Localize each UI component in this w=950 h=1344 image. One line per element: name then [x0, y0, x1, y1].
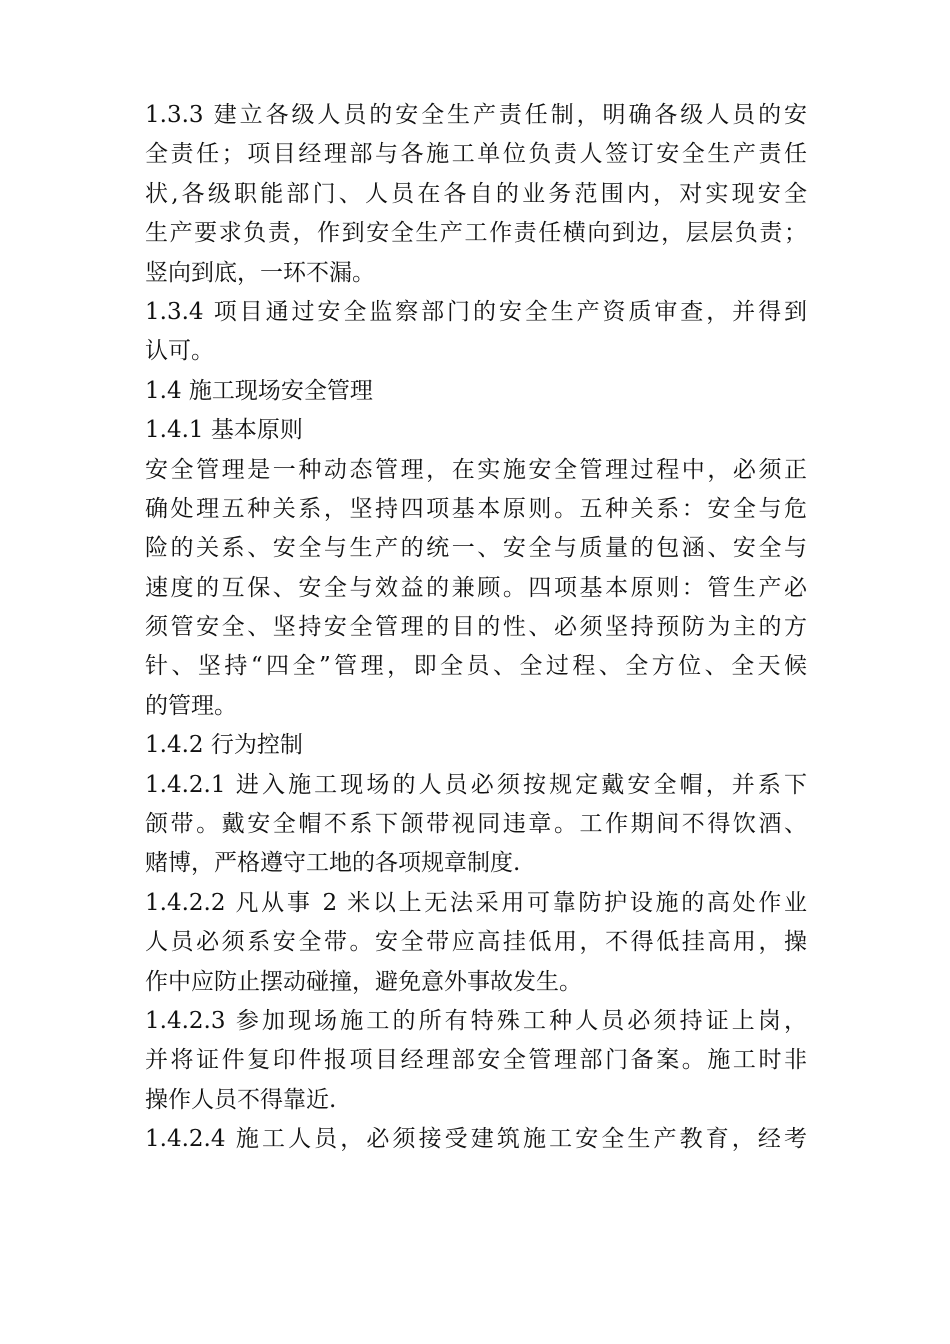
document-line: 安全管理是一种动态管理，在实施安全管理过程中，必须正: [145, 456, 807, 483]
document-line: 1.3.4 项目通过安全监察部门的安全生产资质审查，并得到: [145, 298, 807, 325]
document-line: 须管安全、坚持安全管理的目的性、必须坚持预防为主的方: [145, 614, 807, 641]
document-line: 1.4.1 基本原则: [145, 417, 303, 444]
document-line: 并将证件复印件报项目经理部安全管理部门备案。施工时非: [145, 1047, 807, 1074]
document-line: 1.4.2.4 施工人员，必须接受建筑施工安全生产教育，经考: [145, 1126, 807, 1153]
document-page: [145, 96, 807, 1160]
document-line: 确处理五种关系，坚持四项基本原则。五种关系：安全与危: [145, 495, 807, 522]
document-line: 作中应防止摆动碰撞，避免意外事故发生。: [145, 968, 582, 995]
document-line: 1.3.3 建立各级人员的安全生产责任制，明确各级人员的安: [145, 102, 807, 128]
document-line: 竖向到底，一环不漏。: [145, 259, 375, 286]
document-line: 的管理。: [145, 692, 237, 719]
document-line: 状,各级职能部门、人员在各自的业务范围内，对实现安全: [145, 180, 807, 207]
document-line: 速度的互保、安全与效益的兼顾。四项基本原则：管生产必: [145, 574, 807, 601]
document-line: 1.4 施工现场安全管理: [145, 377, 373, 404]
document-line: 1.4.2.2 凡从事 2 米以上无法采用可靠防护设施的高处作业: [145, 889, 807, 916]
document-line: 颌带。戴安全帽不系下颌带视同违章。工作期间不得饮酒、: [145, 811, 807, 838]
document-line: 操作人员不得靠近.: [145, 1086, 337, 1113]
document-line: 赌博，严格遵守工地的各项规章制度.: [145, 850, 521, 877]
document-line: 认可。: [145, 338, 214, 365]
document-line: 险的关系、安全与生产的统一、安全与质量的包涵、安全与: [145, 535, 807, 562]
document-line: 人员必须系安全带。安全带应高挂低用，不得低挂高用，操: [145, 929, 807, 956]
document-line: 1.4.2.3 参加现场施工的所有特殊工种人员必须持证上岗，: [145, 1007, 807, 1034]
document-line: 全责任；项目经理部与各施工单位负责人签订安全生产责任: [145, 141, 807, 168]
document-line: 针、坚持“四全”管理，即全员、全过程、全方位、全天候: [145, 653, 807, 680]
document-line: 生产要求负责，作到安全生产工作责任横向到边，层层负责；: [145, 220, 807, 247]
document-line: 1.4.2.1 进入施工现场的人员必须按规定戴安全帽，并系下: [145, 771, 807, 798]
document-line: 1.4.2 行为控制: [145, 732, 303, 759]
